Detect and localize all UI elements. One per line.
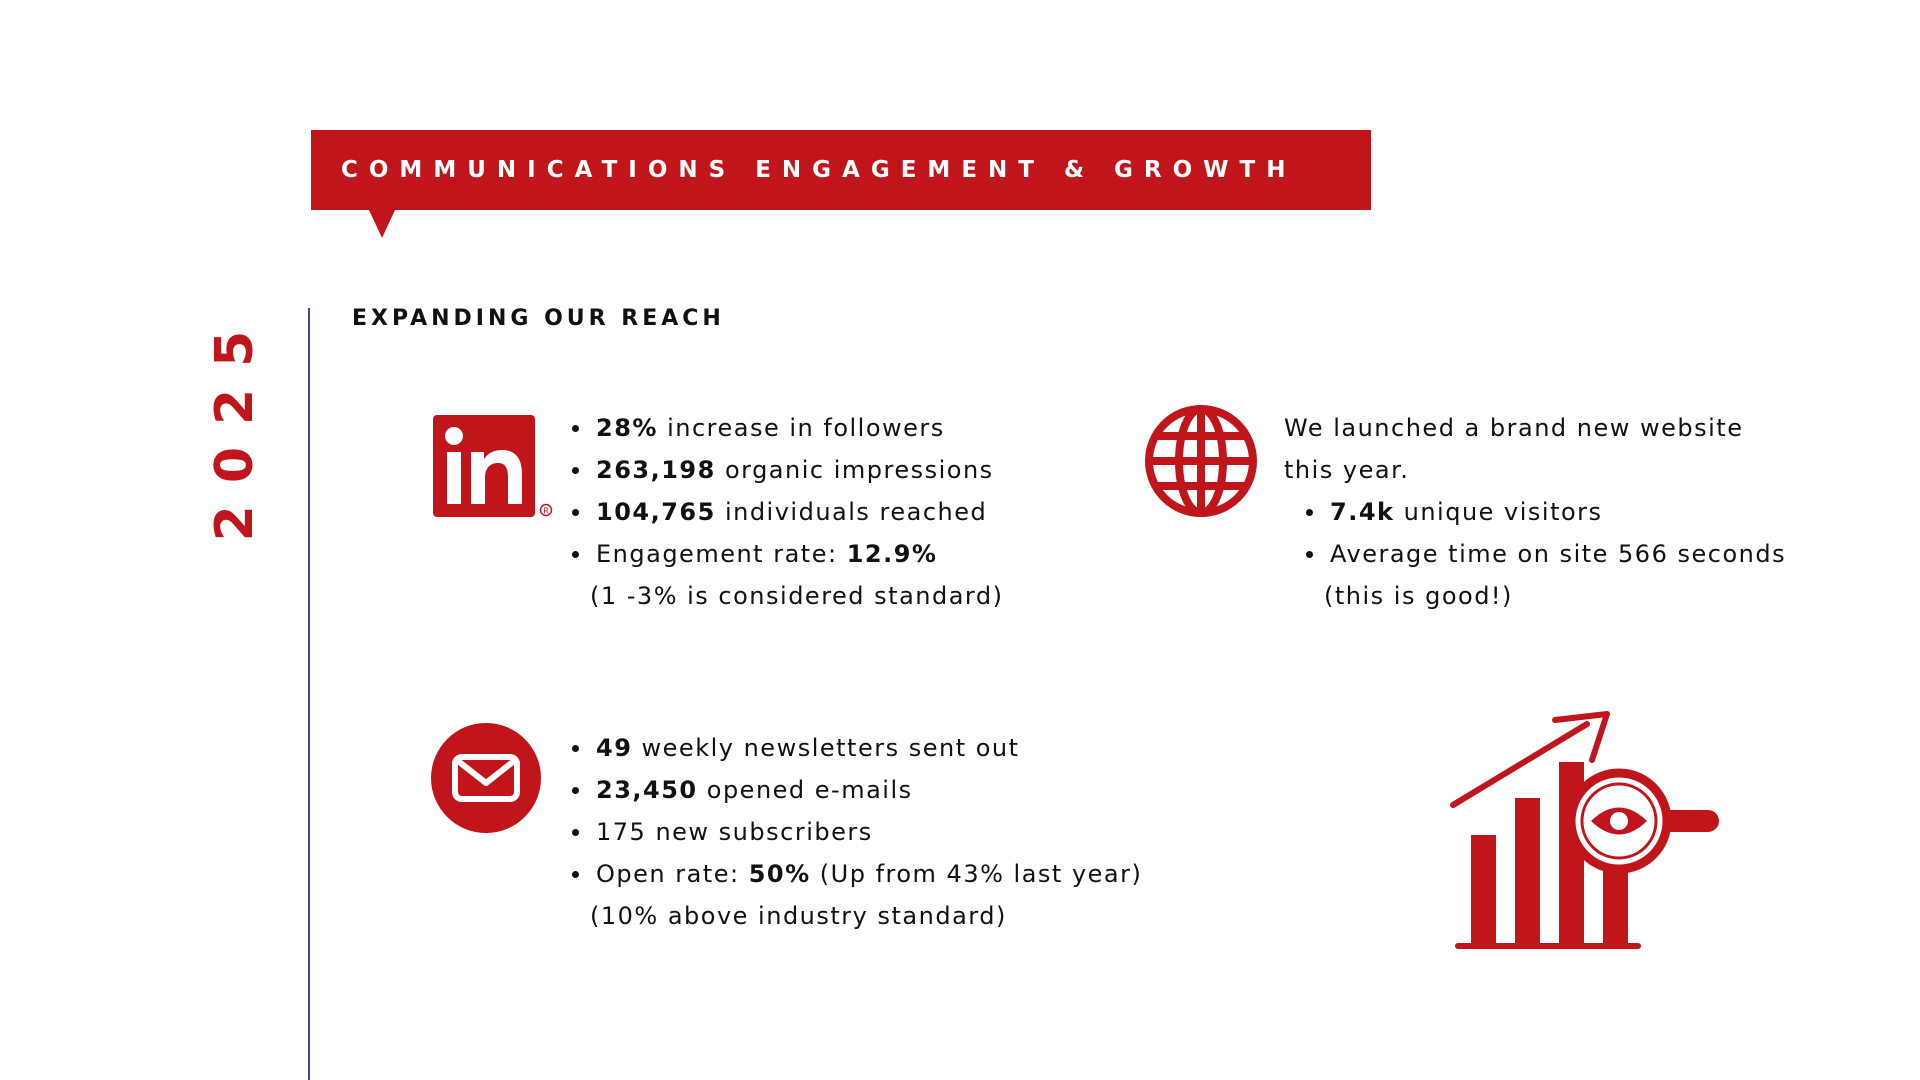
list-item: 23,450 opened e-mails [570,769,1142,811]
year-label: 2025 [205,308,265,542]
linkedin-stats [570,407,1003,617]
banner-pointer [369,210,395,238]
list-item: 28% increase in followers [570,407,1003,449]
list-item: Open rate: 50% (Up from 43% last year) [570,853,1142,895]
list-item: 175 new subscribers [570,811,1142,853]
email-envelope-icon [431,723,541,833]
linkedin-note: (1 -3% is considered standard) [590,582,1004,610]
page-title: COMMUNICATIONS ENGAGEMENT & GROWTH [341,157,1297,183]
year-label-container [205,305,265,545]
list-item: Average time on site 566 seconds [1304,533,1786,575]
website-intro-line-1: We launched a brand new website [1284,414,1744,442]
globe-icon [1143,403,1259,519]
website-note: (this is good!) [1324,582,1513,610]
list-item: 7.4k unique visitors [1304,491,1786,533]
list-item: 49 weekly newsletters sent out [570,727,1142,769]
website-stats [1284,407,1786,617]
website-intro-line-2: this year. [1284,456,1410,484]
linkedin-logo-icon [432,414,557,520]
svg-text:R: R [543,506,549,516]
list-item: 104,765 individuals reached [570,491,1003,533]
vertical-divider [308,308,310,1080]
section-title: EXPANDING OUR REACH [352,306,725,331]
list-item: Engagement rate: 12.9% [570,533,1003,575]
growth-analytics-icon [1447,710,1727,955]
newsletter-note: (10% above industry standard) [590,902,1007,930]
newsletter-stats [570,727,1142,937]
list-item: 263,198 organic impressions [570,449,1003,491]
header-banner [311,130,1371,210]
